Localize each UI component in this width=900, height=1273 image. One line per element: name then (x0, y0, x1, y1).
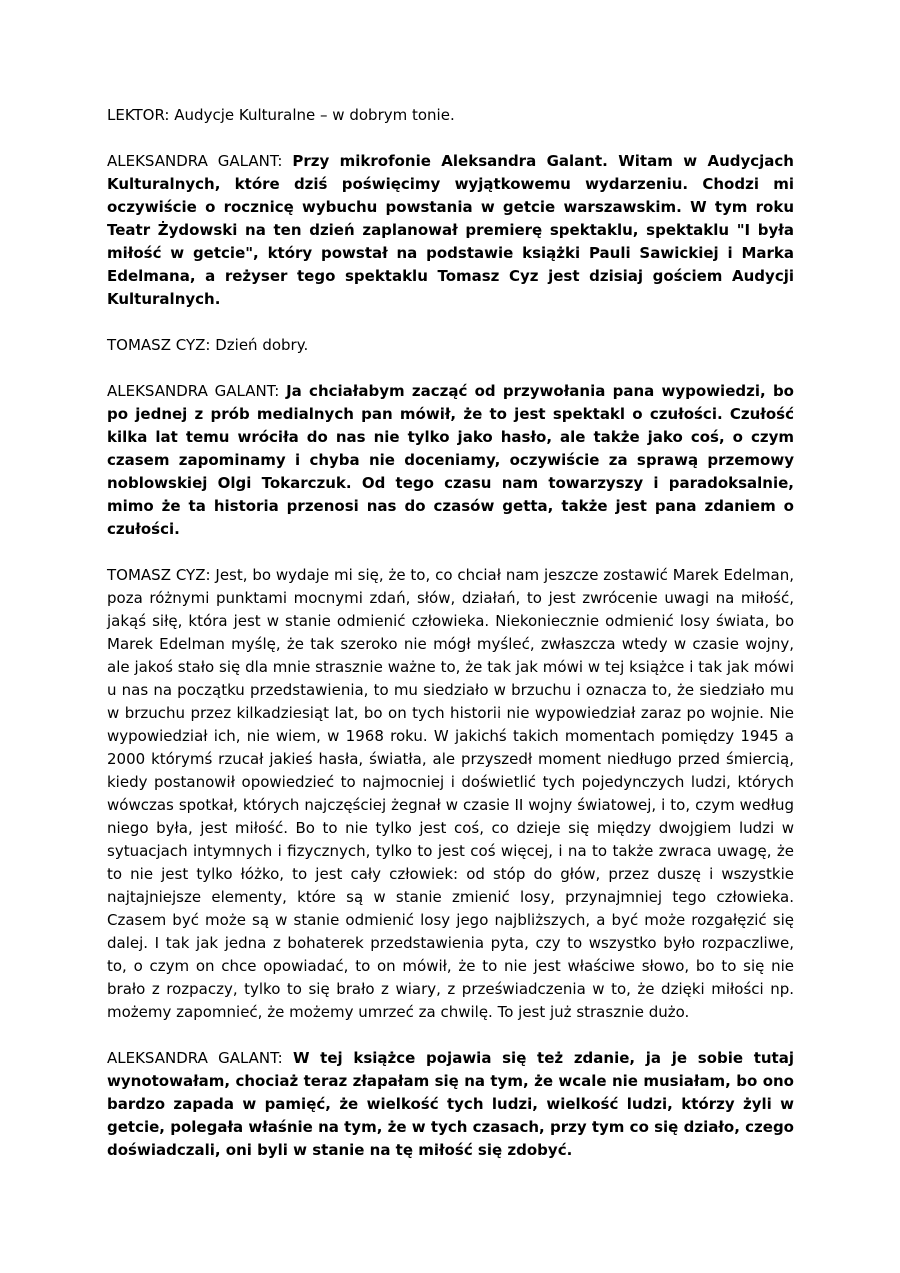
speech-text: W tej książce pojawia się też zdanie, ja je sobie tutaj wynotowałam, chociaż teraz złapałam się na tym, że wcale nie musiałam, bo ono bardzo zapada w pamięć, że wielkość tych ludzi, wielkość ludzi, którzy żyli w getcie, polegała właśnie na tym, że w tych czasach, przy tym co się działo, czego doświadczali, oni byli w stanie na tę miłość się zdobyć. (107, 1049, 794, 1159)
paragraph-galant-question-1 (107, 380, 794, 541)
speech-text: Audycje Kulturalne – w dobrym tonie. (174, 106, 455, 124)
transcript-page (107, 104, 794, 1185)
speaker-label: LEKTOR: (107, 106, 170, 124)
speaker-label: TOMASZ CYZ: (107, 566, 211, 584)
paragraph-galant-question-2 (107, 1047, 794, 1162)
speech-text: Jest, bo wydaje mi się, że to, co chciał nam jeszcze zostawić Marek Edelman, poza różnymi punktami mocnymi zdań, słów, działań, to jest zwrócenie uwagi na miłość, jakąś siłę, która jest w stanie odmienić człowieka. Niekoniecznie odmienić losy świata, bo Marek Edelman myślę, że tak szeroko nie mógł myśleć, zwłaszcza wtedy w czasie wojny, ale jakoś stało się dla mnie strasznie ważne to, że tak jak mówi w tej książce i tak jak mówi u nas na początku przedstawienia, to mu siedziało w brzuchu i oznacza to, że siedziało mu w brzuchu przez kilkadziesiąt lat, bo on tych historii nie wypowiedział zaraz po wojnie. Nie wypowiedział ich, nie wiem, w 1968 roku. W jakichś takich momentach pomiędzy 1945 a 2000 którymś rzucał jakieś hasła, światła, ale przyszedł moment niedługo przed śmiercią, kiedy postanowił opowiedzieć to najmocniej i doświetlić tych pojedynczych ludzi, których wówczas spotkał, których najczęściej żegnał w czasie II wojny światowej, i to, czym według niego była, jest miłość. Bo to nie tylko jest coś, co dzieje się między dwojgiem ludzi w sytuacjach intymnych i fizycznych, tylko to jest coś więcej, i na to także zwraca uwagę, że to nie jest tylko łóżko, to jest cały człowiek: od stóp do głów, przez duszę i wszystkie najtajniejsze elementy, które są w stanie zmienić losy, przynajmniej tego człowieka. Czasem być może są w stanie odmienić losy jego najbliższych, a być może rozgałęzić się dalej. I tak jak jedna z bohaterek przedstawienia pyta, czy to wszystko było rozpaczliwe, to, o czym on chce opowiadać, to on mówił, że to nie jest właściwe słowo, bo to się nie brało z rozpaczy, tylko to się brało z wiary, z przeświadczenia w to, że dzięki miłości np. możemy zapomnieć, że możemy umrzeć za chwilę. To jest już strasznie dużo. (107, 566, 794, 1021)
speech-text: Dzień dobry. (215, 336, 309, 354)
speech-text: Ja chciałabym zacząć od przywołania pana wypowiedzi, bo po jednej z prób medialnych pan mówił, że to jest spektakl o czułości. Czułość kilka lat temu wróciła do nas nie tylko jako hasło, ale także jako coś, o czym czasem zapominamy i chyba nie doceniamy, oczywiście za sprawą przemowy noblowskiej Olgi Tokarczuk. Od tego czasu nam towarzyszy i paradoksalnie, mimo że ta historia przenosi nas do czasów getta, także jest pana zdaniem o czułości. (107, 382, 794, 538)
speech-text: Przy mikrofonie Aleksandra Galant. Witam w Audycjach Kulturalnych, które dziś poświęcimy wyjątkowemu wydarzeniu. Chodzi mi oczywiście o rocznicę wybuchu powstania w getcie warszawskim. W tym roku Teatr Żydowski na ten dzień zaplanował premierę spektaklu, spektaklu "I była miłość w getcie", który powstał na podstawie książki Pauli Sawickiej i Marka Edelmana, a reżyser tego spektaklu Tomasz Cyz jest dzisiaj gościem Audycji Kulturalnych. (107, 152, 794, 308)
paragraph-cyz-greeting (107, 334, 794, 357)
paragraph-galant-intro (107, 150, 794, 311)
speaker-label: ALEKSANDRA GALANT: (107, 1049, 283, 1067)
paragraph-lektor (107, 104, 794, 127)
paragraph-cyz-answer (107, 564, 794, 1024)
speaker-label: ALEKSANDRA GALANT: (107, 382, 280, 400)
speaker-label: TOMASZ CYZ: (107, 336, 211, 354)
speaker-label: ALEKSANDRA GALANT: (107, 152, 283, 170)
